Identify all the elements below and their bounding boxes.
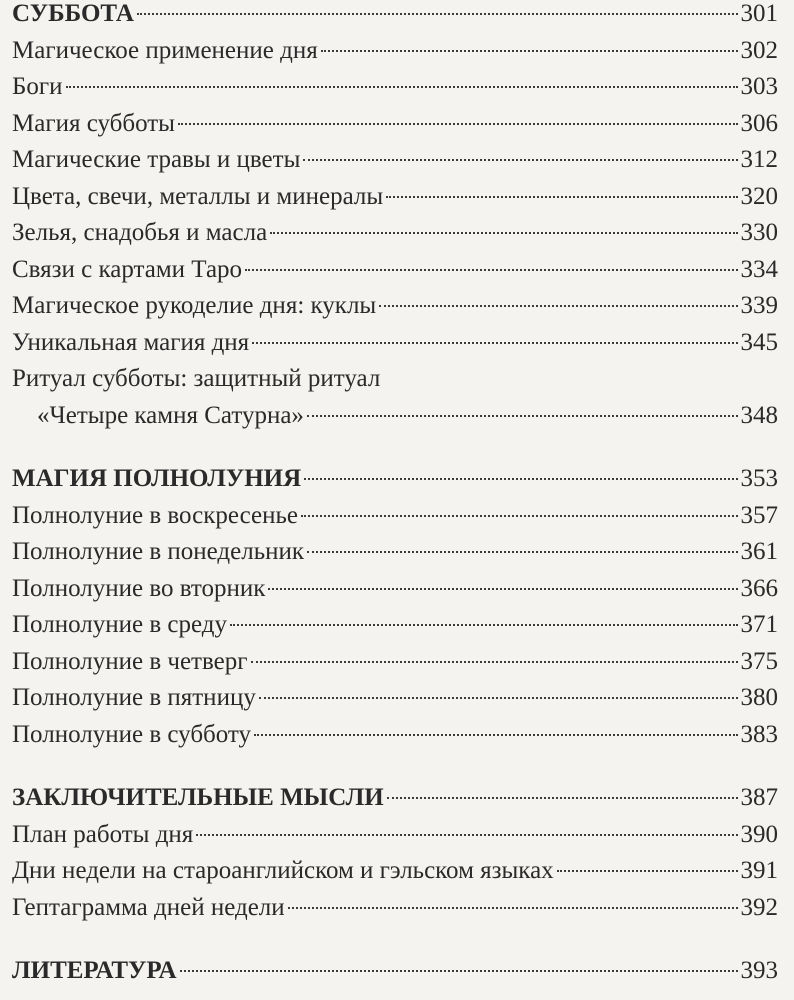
toc-entry[interactable]	[12, 33, 778, 70]
dot-leader	[301, 515, 738, 517]
dot-leader	[178, 123, 738, 125]
toc-page-number: 334	[740, 255, 778, 283]
toc-page-number: 387	[740, 784, 778, 811]
dot-leader	[268, 588, 737, 590]
toc-entry-label: Магическое рукоделие дня: куклы	[12, 292, 377, 319]
toc-page-number: 392	[740, 893, 778, 921]
toc-entry[interactable]	[12, 325, 778, 362]
toc-entry-label: Уникальная магия дня	[12, 328, 250, 356]
toc-entry-label: Полнолуние в воскресенье	[12, 501, 298, 529]
dot-leader	[230, 624, 738, 626]
dot-leader	[288, 907, 738, 909]
toc-page-number: 339	[740, 292, 778, 319]
toc-entry-label: План работы дня	[12, 820, 194, 848]
toc-entry-label: Полнолуние в пятницу	[12, 684, 256, 711]
dot-leader	[386, 196, 737, 198]
dot-leader	[196, 834, 737, 836]
toc-heading-final[interactable]	[12, 780, 778, 817]
toc-entry-label: Магические травы и цветы	[12, 146, 301, 173]
dot-leader	[379, 305, 737, 307]
toc-entry[interactable]	[12, 69, 778, 106]
toc-page-number: 312	[740, 146, 778, 173]
dot-leader	[270, 232, 737, 234]
toc-entry-label: Полнолуние в понедельник	[12, 538, 305, 565]
toc-page-number: 366	[740, 574, 778, 602]
dot-leader	[252, 342, 737, 344]
toc-page-number: 383	[740, 720, 778, 748]
toc-entry-label: Магия субботы	[12, 109, 175, 137]
toc-entry[interactable]	[12, 179, 778, 216]
toc-page-number: 380	[740, 684, 778, 711]
toc-entry-label: Цвета, свечи, металлы и минералы	[12, 182, 384, 210]
dot-leader	[66, 86, 738, 88]
toc-page-number: 357	[740, 501, 778, 529]
toc-heading-literature[interactable]	[12, 953, 778, 990]
toc-entry[interactable]	[12, 817, 778, 854]
toc-page-number: 361	[740, 538, 778, 565]
toc-page-number: 330	[740, 219, 778, 246]
toc-page-number: 390	[740, 820, 778, 848]
dot-leader	[321, 50, 738, 52]
toc-entry[interactable]	[12, 498, 778, 535]
toc-entry[interactable]	[12, 252, 778, 289]
toc-entry-label: Боги	[12, 73, 63, 100]
toc-entry-label: Зелья, снадобья и масла	[12, 219, 268, 246]
toc-entry[interactable]	[12, 288, 778, 325]
toc-entry-label: Гептаграмма дней недели	[12, 893, 285, 921]
toc-page-number: 303	[740, 73, 778, 100]
toc-page-number: 306	[740, 109, 778, 137]
dot-leader	[251, 661, 738, 663]
toc-entry[interactable]	[12, 106, 778, 143]
dot-leader	[307, 415, 738, 417]
toc-page-number: 353	[740, 465, 778, 492]
dot-leader	[254, 734, 737, 736]
toc-entry[interactable]	[12, 215, 778, 252]
toc-entry-ritual-line2[interactable]	[12, 398, 778, 435]
toc-entry-label: Полнолуние во вторник	[12, 574, 266, 602]
toc-heading-label: МАГИЯ ПОЛНОЛУНИЯ	[12, 465, 302, 492]
dot-leader	[245, 269, 737, 271]
dot-leader	[557, 870, 738, 872]
dot-leader	[303, 159, 737, 161]
dot-leader	[307, 551, 737, 553]
toc-entry-label: Полнолуние в среду	[12, 611, 227, 638]
toc-page-number: 345	[740, 328, 778, 356]
toc-entry-ritual-line1[interactable]	[12, 361, 778, 398]
toc-entry-label: «Четыре камня Сатурна»	[37, 401, 304, 429]
toc-heading-fullmoon[interactable]	[12, 461, 778, 498]
toc-entry-label: Магическое применение дня	[12, 36, 318, 64]
toc-entry[interactable]	[12, 142, 778, 179]
toc-entry-label: Полнолуние в субботу	[12, 720, 252, 748]
toc-page-number: 301	[740, 0, 778, 27]
dot-leader	[259, 697, 738, 699]
toc-page-number: 320	[740, 182, 778, 210]
toc-section-saturday	[12, 0, 778, 434]
dot-leader	[304, 478, 737, 480]
toc-heading-saturday[interactable]	[12, 0, 778, 33]
toc-entry[interactable]	[12, 853, 778, 890]
dot-leader	[180, 970, 738, 972]
toc-section-literature	[12, 953, 778, 990]
toc-entry-label: Дни недели на староанглийском и гэльском языках	[12, 857, 554, 884]
toc-entry[interactable]	[12, 607, 778, 644]
toc-page-number: 393	[740, 957, 778, 984]
toc-entry[interactable]	[12, 717, 778, 754]
toc-section-fullmoon	[12, 461, 778, 753]
toc-heading-label: СУББОТА	[12, 0, 134, 27]
toc-entry[interactable]	[12, 680, 778, 717]
toc-heading-label: ЗАКЛЮЧИТЕЛЬНЫЕ МЫСЛИ	[12, 784, 384, 811]
toc-entry[interactable]	[12, 534, 778, 571]
toc-page-number: 348	[740, 401, 778, 429]
dot-leader	[137, 13, 738, 15]
toc-page-number: 302	[740, 36, 778, 64]
toc-entry[interactable]	[12, 890, 778, 927]
toc-section-final	[12, 780, 778, 926]
toc-heading-label: ЛИТЕРАТУРА	[12, 957, 177, 984]
toc-page-number: 375	[740, 647, 778, 675]
toc-page-number: 371	[740, 611, 778, 638]
toc-entry-label: Связи с картами Таро	[12, 255, 243, 283]
toc-entry[interactable]	[12, 644, 778, 681]
toc-page-number: 391	[740, 857, 778, 884]
toc-entry-label: Ритуал субботы: защитный ритуал	[12, 365, 381, 392]
toc-entry-label: Полнолуние в четверг	[12, 647, 248, 675]
toc-entry[interactable]	[12, 571, 778, 608]
dot-leader	[387, 797, 738, 799]
